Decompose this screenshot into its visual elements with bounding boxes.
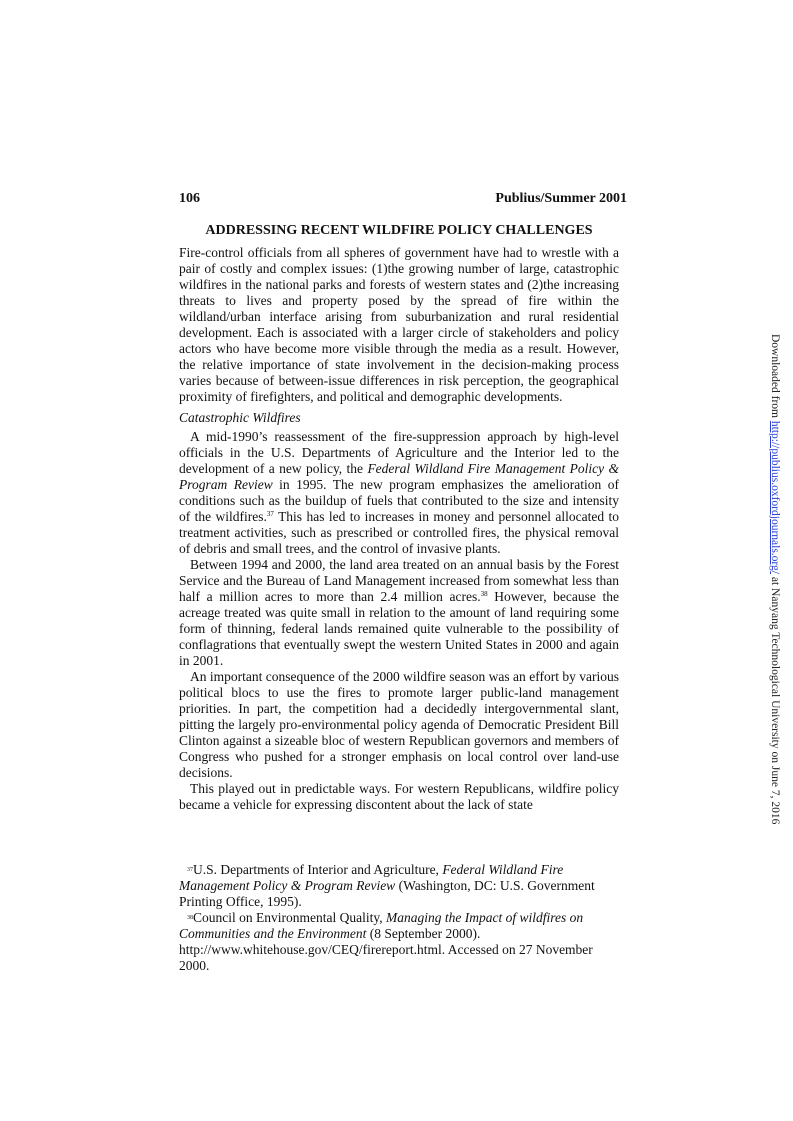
journal-link[interactable]: http://publius.oxfordjournals.org/ (769, 420, 781, 574)
paragraph-3 (179, 557, 619, 669)
running-header (179, 191, 627, 209)
paragraph-2 (179, 429, 619, 557)
footnote-ref-38[interactable]: 38 (480, 590, 488, 598)
footnote-ref-37[interactable]: 37 (266, 510, 274, 518)
subheading: Catastrophic Wildfires (179, 410, 301, 425)
footnote-38-text-a: Council on Environmental Quality, (193, 910, 386, 925)
page-number: 106 (179, 191, 200, 206)
footnotes (179, 862, 619, 974)
footnote-38-title: Managing the Impact of wildfires on Communities and the Environment (179, 910, 584, 941)
footnote-38-text-b: (8 September 2000). http://www.whitehouse.gov/CEQ/firereport.html. Accessed on 27 November 2000. (179, 926, 593, 973)
footnote-number-37: 37 (187, 867, 193, 873)
footnote-37-text-a: U.S. Departments of Interior and Agriculture, (193, 862, 443, 877)
footnote-37-title: Federal Wildland Fire Management Policy & Program Review (179, 862, 564, 893)
paragraph-2-text-a: A mid-1990’s reassessment of the fire-suppression approach by high-level officials in the U.S. Departments of Agriculture and the Interior led to the development of a new policy, the (179, 429, 619, 476)
watermark-suffix: at Nanyang Technological University on June 7, 2016 (769, 574, 781, 825)
watermark-prefix: Downloaded from (769, 334, 781, 421)
policy-title: Federal Wildland Fire Management Policy & Program Review (179, 461, 619, 492)
paragraph-3-text-b: However, because the acreage treated was quite small in relation to the amount of land requiring some form of thinning, federal lands remained quite vulnerable to the possibility of conflagrations that eventually swept the western United States in 2000 and again in 2001. (179, 589, 620, 668)
journal-title: Publius/Summer 2001 (495, 191, 627, 206)
paragraph-4: An important consequence of the 2000 wildfire season was an effort by various political blocs to use the fires to promote larger public-land management priorities. In part, the competition had a decidedly intergovernmental slant, pitting the largely pro-environmental policy agenda of Democratic President Bill Clinton against a sizeable bloc of western Republican governors and members of Congress who pushed for a stronger emphasis on local control over land-use decisions. (179, 669, 619, 780)
paragraph-2-text-c: This has led to increases in money and personnel allocated to treatment activities, such as prescribed or controlled fires, the physical removal of debris and small trees, and the control of invasive plants. (179, 509, 619, 556)
paragraph-5: This played out in predictable ways. For western Republicans, wildfire policy became a vehicle for expressing discontent about the lack of state (179, 781, 619, 812)
section-title: ADDRESSING RECENT WILDFIRE POLICY CHALLENGES (205, 223, 593, 238)
footnote-37-text-b: (Washington, DC: U.S. Government Printing Office, 1995). (179, 878, 595, 909)
paragraph-2-text-b: in 1995. The new program emphasizes the amelioration of conditions such as the buildup of fuels that contributed to the size and intensity of the wildfires. (179, 477, 619, 524)
footnote-number-38: 38 (187, 915, 193, 921)
paragraph-1: Fire-control officials from all spheres of government have had to wrestle with a pair of costly and complex issues: (1)the growing number of large, catastrophic wildfires in the national parks and forests of western states and (2)the increasing threats to lives and property posed by the spread of fire within the wildland/urban interface arising from suburbanization and rural residential development. Each is associated with a larger circle of stakeholders and policy actors who have become more visible through the media as a result. However, the relative importance of state involvement in the decision-making process varies because of between-issue differences in risk perception, the geographical proximity of firefighters, and political and demographic developments. (179, 245, 619, 404)
article-body (179, 223, 619, 813)
paragraph-3-text-a: Between 1994 and 2000, the land area treated on an annual basis by the Forest Service and the Bureau of Land Management increased from somewhat less than half a million acres to more than 2.4 million acres. (179, 557, 619, 604)
download-watermark (769, 334, 781, 824)
footnote-38 (179, 910, 619, 974)
footnote-37 (179, 862, 619, 910)
